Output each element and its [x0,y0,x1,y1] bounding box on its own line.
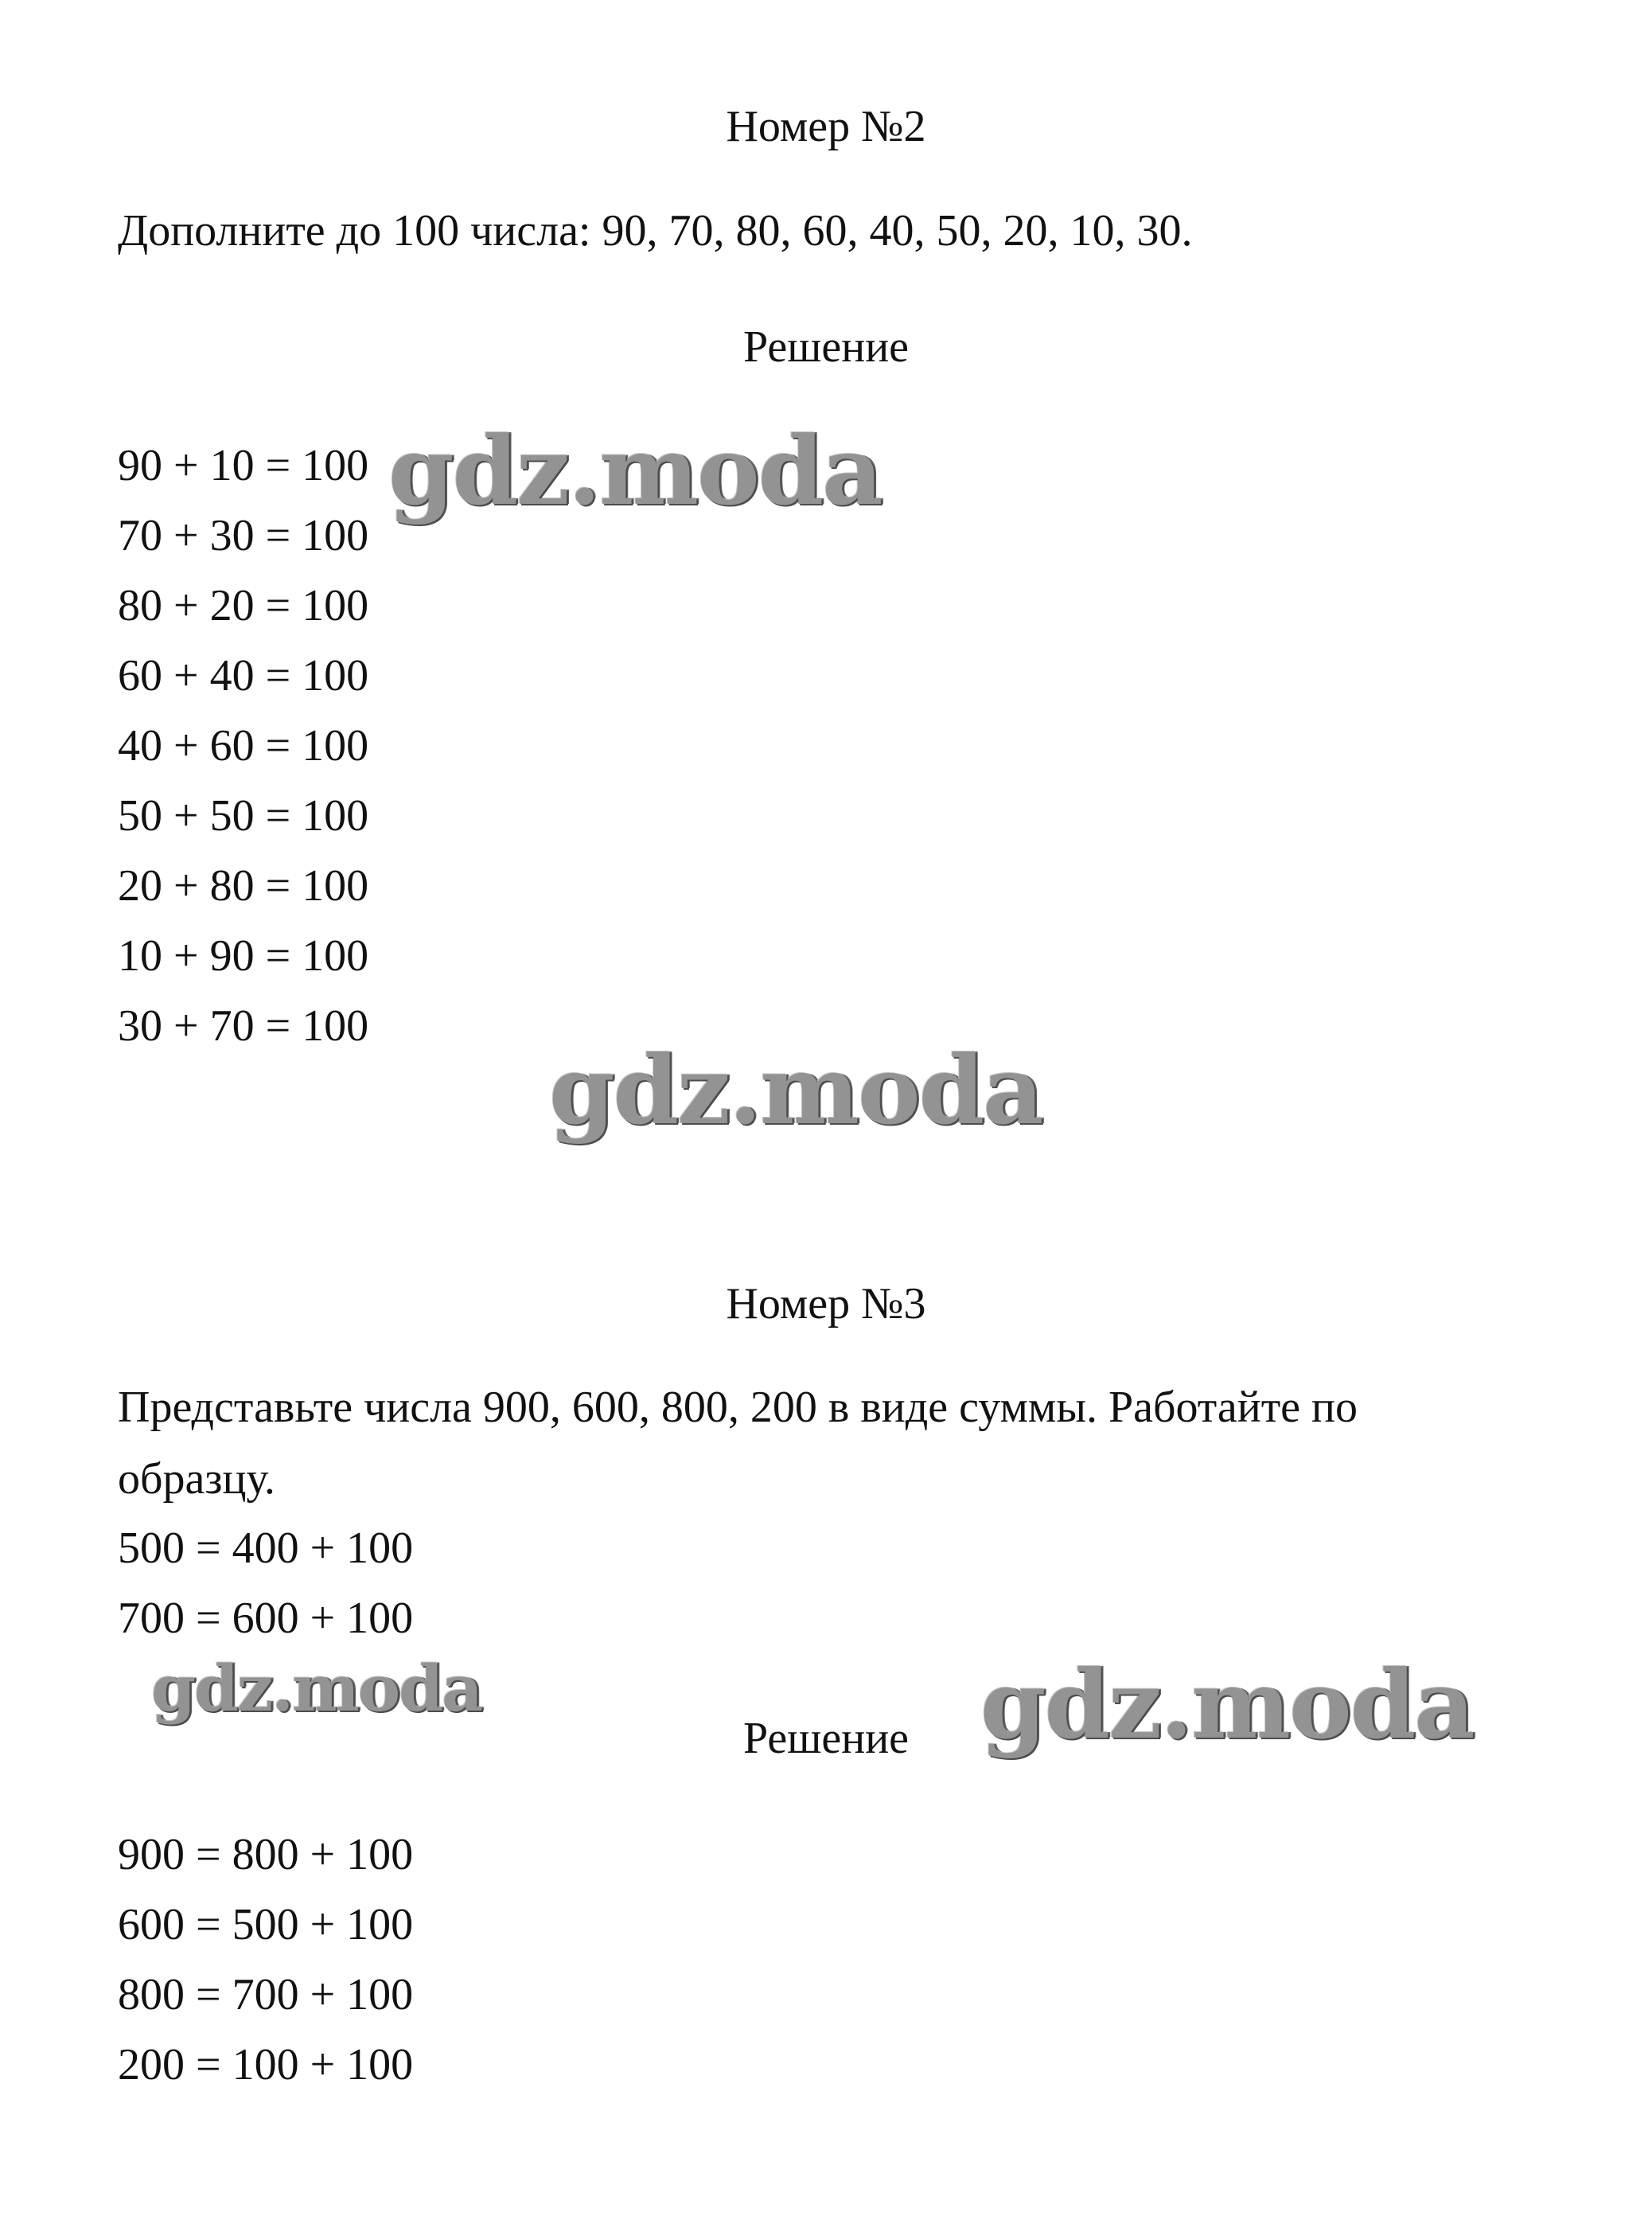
section2-title: Номер №2 [726,102,926,151]
section2-line: 30 + 70 = 100 [118,1001,369,1051]
section3-solution-label: Решение [742,1714,910,1763]
section2-line: 90 + 10 = 100 [118,441,369,490]
section2-line: 80 + 20 = 100 [118,581,369,630]
section3-example: 500 = 400 + 100 [118,1524,414,1573]
watermark: gdz.moda [388,416,882,526]
watermark: gdz.moda [151,1651,481,1726]
section3-title: Номер №3 [726,1279,926,1328]
section3-task-line2: образцу. [118,1454,275,1504]
section2-solution-label: Решение [742,322,910,372]
section2-line: 40 + 60 = 100 [118,721,369,771]
section2-line: 70 + 30 = 100 [118,511,369,560]
section3-task-line1: Представьте числа 900, 600, 800, 200 в виде суммы. Работайте по [118,1383,1358,1432]
section3-line: 200 = 100 + 100 [118,2040,414,2089]
section2-line: 60 + 40 = 100 [118,651,369,700]
section2-task: Дополните до 100 числа: 90, 70, 80, 60, 40, 50, 20, 10, 30. [118,206,1193,256]
watermark: gdz.moda [980,1649,1474,1760]
section3-line: 900 = 800 + 100 [118,1830,414,1879]
section3-line: 600 = 500 + 100 [118,1900,414,1949]
section2-line: 50 + 50 = 100 [118,791,369,841]
section2-line: 10 + 90 = 100 [118,931,369,981]
section3-example: 700 = 600 + 100 [118,1594,414,1643]
section2-line: 20 + 80 = 100 [118,861,369,911]
watermark: gdz.moda [549,1035,1042,1145]
section3-line: 800 = 700 + 100 [118,1970,414,2019]
